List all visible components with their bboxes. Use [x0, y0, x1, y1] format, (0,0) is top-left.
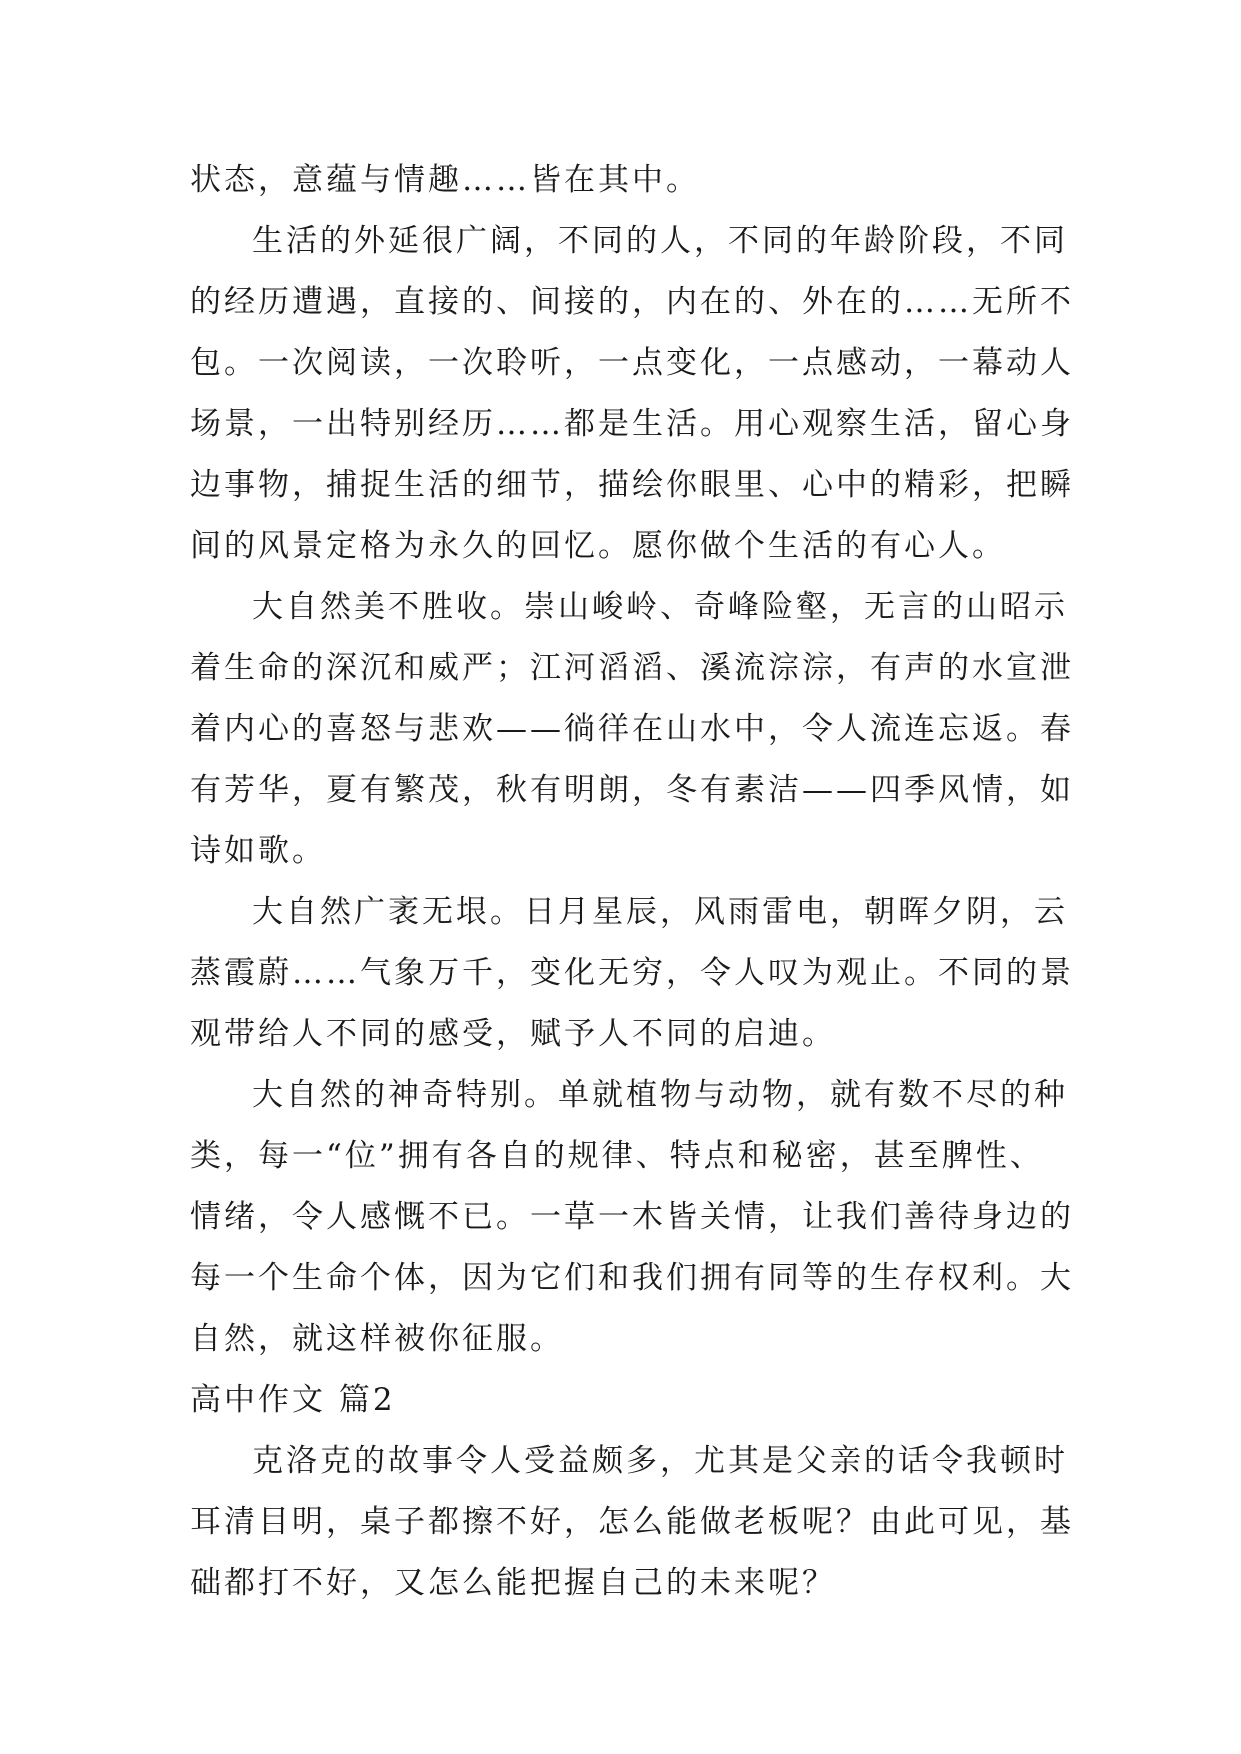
- text-line: 大自然的神奇特别。单就植物与动物，就有数不尽的种: [252, 1077, 1068, 1113]
- text-line: 大自然广袤无垠。日月星辰，风雨雷电，朝晖夕阴，云: [252, 894, 1068, 930]
- text-line: 状态，意蕴与情趣……皆在其中。: [190, 162, 700, 198]
- text-line: 大自然美不胜收。崇山峻岭、奇峰险壑，无言的山昭示: [252, 589, 1068, 625]
- text-line: 耳清目明，桌子都擦不好，怎么能做老板呢？由此可见，基: [190, 1504, 1074, 1540]
- text-line: 础都打不好，又怎么能把握自己的未来呢？: [190, 1565, 836, 1601]
- text-line: 诗如歌。: [190, 833, 326, 869]
- text-line: 每一个生命个体，因为它们和我们拥有同等的生存权利。大: [190, 1260, 1074, 1296]
- text-line: 有芳华，夏有繁茂，秋有明朗，冬有素洁——四季风情，如: [190, 772, 1074, 808]
- section-heading: 高中作文 篇2: [190, 1382, 396, 1418]
- text-line: 间的风景定格为永久的回忆。愿你做个生活的有心人。: [190, 528, 1006, 564]
- text-line: 着内心的喜怒与悲欢——徜徉在山水中，令人流连忘返。春: [190, 711, 1074, 747]
- text-line: 着生命的深沉和威严；江河滔滔、溪流淙淙，有声的水宣泄: [190, 650, 1074, 686]
- text-line: 观带给人不同的感受，赋予人不同的启迪。: [190, 1016, 836, 1052]
- text-line: 蒸霞蔚……气象万千，变化无穷，令人叹为观止。不同的景: [190, 955, 1074, 991]
- text-line: 的经历遭遇，直接的、间接的，内在的、外在的……无所不: [190, 284, 1074, 320]
- text-line: 自然，就这样被你征服。: [190, 1321, 564, 1357]
- text-line: 生活的外延很广阔，不同的人，不同的年龄阶段，不同: [252, 223, 1068, 259]
- text-line: 包。一次阅读，一次聆听，一点变化，一点感动，一幕动人: [190, 345, 1074, 381]
- document-body: [190, 150, 1074, 1614]
- text-line: 边事物，捕捉生活的细节，描绘你眼里、心中的精彩，把瞬: [190, 467, 1074, 503]
- text-line: 情绪，令人感慨不已。一草一木皆关情，让我们善待身边的: [190, 1199, 1074, 1235]
- text-line: 类，每一“位”拥有各自的规律、特点和秘密，甚至脾性、: [190, 1138, 1044, 1174]
- text-line: 场景，一出特别经历……都是生活。用心观察生活，留心身: [190, 406, 1074, 442]
- text-line: 克洛克的故事令人受益颇多，尤其是父亲的话令我顿时: [252, 1443, 1068, 1479]
